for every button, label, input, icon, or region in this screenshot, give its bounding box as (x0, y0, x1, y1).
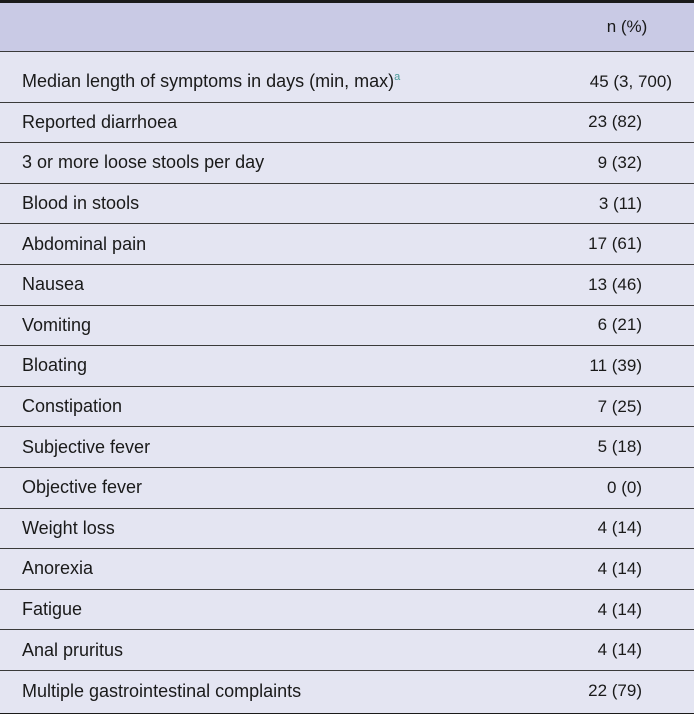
table-row (0, 306, 694, 347)
table-header-row (0, 3, 694, 52)
row-label (0, 71, 554, 92)
row-value: 9 (32) (597, 152, 642, 172)
table-row (0, 265, 694, 306)
row-value: 45 (3, 700) (589, 71, 672, 91)
row-label: Weight loss (22, 517, 115, 538)
table-row (0, 224, 694, 265)
row-label: Anal pruritus (22, 639, 124, 660)
row-value: 3 (11) (598, 193, 642, 213)
table-row (0, 62, 694, 103)
table-row (0, 184, 694, 225)
table-row (0, 509, 694, 550)
row-value: 5 (18) (597, 437, 642, 457)
row-label: Fatigue (22, 599, 83, 620)
header-value-cell: n (%) (606, 17, 648, 36)
table-row (0, 103, 694, 144)
row-value: 11 (39) (589, 355, 642, 375)
row-label: Constipation (22, 396, 123, 417)
table-row (0, 549, 694, 590)
row-value: 4 (14) (597, 640, 642, 660)
table-row (0, 427, 694, 468)
footnote-marker: a (394, 71, 401, 84)
row-value: 4 (14) (597, 518, 642, 538)
row-label: Abdominal pain (22, 233, 147, 254)
row-value: 13 (46) (588, 274, 642, 294)
row-label: Subjective fever (22, 436, 151, 457)
table-row (0, 387, 694, 428)
row-value: 4 (14) (597, 599, 642, 619)
table-row (0, 143, 694, 184)
row-label: Objective fever (22, 477, 143, 498)
table-row (0, 630, 694, 671)
table-row (0, 671, 694, 712)
row-value: 6 (21) (597, 315, 642, 335)
row-label-text: Median length of symptoms in days (min, max) (22, 71, 395, 92)
table-row (0, 346, 694, 387)
row-value: 7 (25) (597, 396, 642, 416)
table-body (0, 52, 694, 712)
row-label: Anorexia (22, 558, 94, 579)
row-label: Vomiting (22, 314, 92, 335)
table-row (0, 468, 694, 509)
table-row (0, 590, 694, 631)
row-label: Reported diarrhoea (22, 111, 178, 132)
row-label: Nausea (22, 274, 85, 295)
row-value: 4 (14) (597, 558, 642, 578)
row-value: 23 (82) (588, 112, 642, 132)
row-value: 22 (79) (588, 681, 642, 701)
row-label: Multiple gastrointestinal complaints (22, 680, 302, 701)
row-label: Blood in stools (22, 193, 140, 214)
row-label: 3 or more loose stools per day (22, 152, 265, 173)
row-label: Bloating (22, 355, 88, 376)
row-value: 0 (0) (607, 477, 642, 497)
row-value: 17 (61) (588, 234, 642, 254)
